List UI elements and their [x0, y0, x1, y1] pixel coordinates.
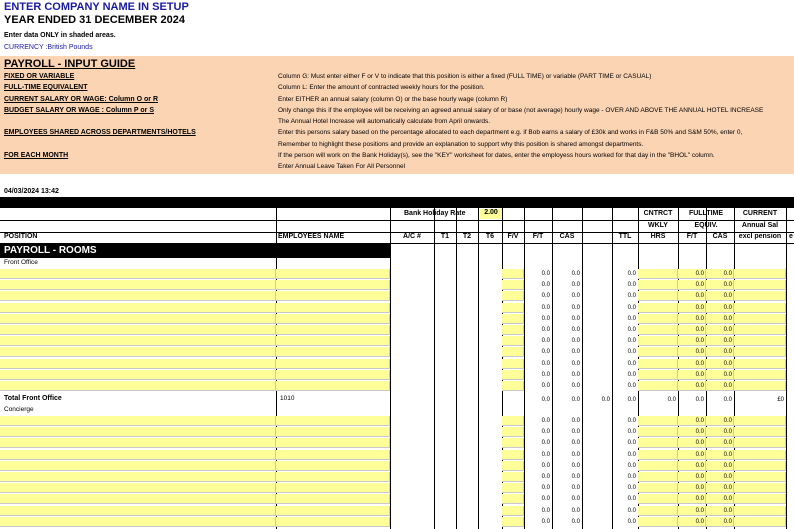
calculated-value: 0.0 — [627, 418, 636, 424]
calculated-value: 0.0 — [571, 293, 580, 300]
calculated-value: 0.0 — [695, 462, 704, 469]
table-row — [0, 494, 794, 504]
input-cell[interactable] — [638, 450, 678, 460]
calculated-value: 0.0 — [571, 462, 580, 469]
calculated-value: 0.0 — [627, 304, 636, 311]
table-row — [0, 427, 794, 437]
calculated-value: 0.0 — [723, 429, 732, 436]
fulltime-header: EQUIV. — [694, 222, 718, 229]
calculated-value: 0.0 — [571, 315, 580, 322]
table-row — [0, 483, 794, 493]
input-cell[interactable] — [638, 303, 678, 313]
calculated-value: 0.0 — [627, 327, 636, 333]
total-value: 0.0 — [571, 397, 580, 403]
calculated-value: 0.0 — [541, 418, 550, 424]
year-ended: YEAR ENDED 31 DECEMBER 2024 — [4, 14, 185, 26]
calculated-value: 0.0 — [541, 451, 550, 458]
calculated-value: 0.0 — [695, 440, 704, 447]
table-row — [0, 303, 794, 313]
calculated-value: 0.0 — [627, 371, 636, 378]
calculated-value: 0.0 — [723, 474, 732, 480]
current-salary-header: excl pension — [738, 233, 782, 240]
calculated-value: 0.0 — [723, 418, 732, 424]
calculated-value: 0.0 — [695, 418, 704, 424]
table-row — [0, 325, 794, 335]
t2-header: T2 — [462, 233, 472, 240]
input-cell[interactable] — [502, 359, 524, 369]
input-cell[interactable] — [638, 291, 678, 301]
calculated-value: 0.0 — [541, 327, 550, 333]
calculated-value: 0.0 — [695, 304, 704, 311]
bank-holiday-rate-input[interactable]: 2.00 — [480, 209, 502, 219]
calculated-value: 0.0 — [541, 462, 550, 469]
calculated-value: 0.0 — [723, 271, 732, 277]
input-cell[interactable] — [734, 336, 786, 346]
header-divider-bar — [0, 197, 794, 208]
cntrct-header: CNTRCT — [643, 210, 673, 217]
calculated-value: 0.0 — [695, 496, 704, 503]
calculated-value: 0.0 — [723, 462, 732, 469]
input-cell[interactable] — [276, 381, 390, 391]
calculated-value: 0.0 — [571, 496, 580, 503]
total-value: 0.0 — [541, 397, 550, 403]
calculated-value: 0.0 — [723, 282, 732, 289]
guide-label-budget-salary: BUDGET SALARY OR WAGE : Column P or S — [4, 107, 154, 114]
calculated-value: 0.0 — [571, 507, 580, 514]
input-cell[interactable] — [0, 336, 276, 346]
section-title: PAYROLL - ROOMS — [4, 245, 97, 256]
calculated-value: 0.0 — [571, 418, 580, 424]
calculated-value: 0.0 — [695, 327, 704, 333]
input-cell[interactable] — [734, 438, 786, 448]
input-cell[interactable] — [0, 494, 276, 504]
input-cell[interactable] — [276, 450, 390, 460]
calculated-value: 0.0 — [723, 338, 732, 345]
table-row — [0, 314, 794, 324]
calculated-value: 0.0 — [541, 440, 550, 447]
input-cell[interactable] — [276, 269, 390, 279]
calculated-value: 0.0 — [723, 496, 732, 503]
calculated-value: 0.0 — [695, 383, 704, 389]
calculated-value: 0.0 — [541, 293, 550, 300]
guide-label-fte: FULL-TIME EQUIVALENT — [4, 84, 88, 91]
input-cell[interactable] — [734, 472, 786, 482]
calculated-value: 0.0 — [695, 451, 704, 458]
input-cell[interactable] — [502, 506, 524, 516]
input-cell[interactable] — [638, 280, 678, 290]
calculated-value: 0.0 — [571, 429, 580, 436]
input-cell[interactable] — [638, 325, 678, 335]
calculated-value: 0.0 — [627, 271, 636, 277]
calculated-value: 0.0 — [541, 429, 550, 436]
input-guide-title: PAYROLL - INPUT GUIDE — [4, 58, 136, 70]
calculated-value: 0.0 — [541, 485, 550, 492]
table-row — [0, 280, 794, 290]
table-row — [0, 416, 794, 426]
calculated-value: 0.0 — [541, 371, 550, 378]
calculated-value: 0.0 — [571, 349, 580, 356]
input-cell[interactable] — [276, 517, 390, 527]
calculated-value: 0.0 — [695, 474, 704, 480]
calculated-value: 0.0 — [695, 360, 704, 367]
fte-cas-header: CAS — [712, 233, 728, 240]
calculated-value: 0.0 — [571, 371, 580, 378]
guide-line: If the person will work on the Bank Holiday(s), see the "KEY" worksheet for dates, enter the employess hours worked for that day in the "BHOL" column. — [278, 152, 715, 159]
input-cell[interactable] — [276, 291, 390, 301]
calculated-value: 0.0 — [571, 518, 580, 525]
calculated-value: 0.0 — [627, 451, 636, 458]
calculated-value: 0.0 — [695, 371, 704, 378]
input-cell[interactable] — [638, 370, 678, 380]
input-cell[interactable] — [502, 494, 524, 504]
total-value: 0.0 — [667, 397, 676, 403]
input-cell[interactable] — [502, 291, 524, 301]
input-cell[interactable] — [638, 483, 678, 493]
input-cell[interactable] — [0, 416, 276, 426]
calculated-value: 0.0 — [695, 518, 704, 525]
calculated-value: 0.0 — [541, 338, 550, 345]
input-cell[interactable] — [0, 472, 276, 482]
total-value: 0.0 — [601, 397, 610, 403]
guide-line: The Annual Hotel Increase will automatically calculate from April onwards. — [278, 118, 491, 125]
calculated-value: 0.0 — [571, 327, 580, 333]
calculated-value: 0.0 — [541, 518, 550, 525]
calculated-value: 0.0 — [695, 429, 704, 436]
calculated-value: 0.0 — [695, 338, 704, 345]
table-row — [0, 517, 794, 527]
calculated-value: 0.0 — [723, 485, 732, 492]
calculated-value: 0.0 — [627, 349, 636, 356]
enter-note: Enter data ONLY in shaded areas. — [4, 32, 116, 39]
calculated-value: 0.0 — [627, 462, 636, 469]
input-cell[interactable] — [734, 381, 786, 391]
calculated-value: 0.0 — [627, 474, 636, 480]
input-cell[interactable] — [0, 483, 276, 493]
input-cell[interactable] — [638, 359, 678, 369]
input-cell[interactable] — [0, 280, 276, 290]
calculated-value: 0.0 — [723, 293, 732, 300]
calculated-value: 0.0 — [723, 304, 732, 311]
input-cell[interactable] — [734, 347, 786, 357]
table-row — [0, 381, 794, 391]
calculated-value: 0.0 — [723, 371, 732, 378]
currency-label: CURRENCY :British Pounds — [4, 44, 93, 51]
ft-header: F/T — [532, 233, 544, 240]
t6-header: T6 — [485, 233, 495, 240]
input-cell[interactable] — [734, 314, 786, 324]
calculated-value: 0.0 — [627, 338, 636, 345]
calculated-value: 0.0 — [627, 315, 636, 322]
calculated-value: 0.0 — [723, 360, 732, 367]
input-cell[interactable] — [734, 303, 786, 313]
calculated-value: 0.0 — [571, 474, 580, 480]
input-cell[interactable] — [502, 280, 524, 290]
calculated-value: 0.0 — [723, 349, 732, 356]
input-cell[interactable] — [638, 472, 678, 482]
calculated-value: 0.0 — [627, 383, 636, 389]
calculated-value: 0.0 — [627, 440, 636, 447]
calculated-value: 0.0 — [627, 507, 636, 514]
table-row — [0, 461, 794, 471]
input-cell[interactable] — [0, 359, 276, 369]
input-cell[interactable] — [638, 461, 678, 471]
table-row — [0, 438, 794, 448]
input-cell[interactable] — [638, 336, 678, 346]
input-cell[interactable] — [638, 494, 678, 504]
calculated-value: 0.0 — [723, 518, 732, 525]
calculated-value: 0.0 — [627, 293, 636, 300]
input-cell[interactable] — [502, 314, 524, 324]
input-cell[interactable] — [276, 359, 390, 369]
input-cell[interactable] — [734, 517, 786, 527]
table-row — [0, 291, 794, 301]
calculated-value: 0.0 — [695, 485, 704, 492]
input-cell[interactable] — [0, 381, 276, 391]
calculated-value: 0.0 — [541, 474, 550, 480]
input-cell[interactable] — [502, 381, 524, 391]
input-cell[interactable] — [734, 291, 786, 301]
input-cell[interactable] — [276, 416, 390, 426]
input-cell[interactable] — [0, 450, 276, 460]
calculated-value: 0.0 — [571, 360, 580, 367]
input-cell[interactable] — [0, 325, 276, 335]
input-cell[interactable] — [502, 336, 524, 346]
ttl-header: TTL — [618, 233, 632, 240]
calculated-value: 0.0 — [541, 507, 550, 514]
cntrct-header: WKLY — [648, 222, 668, 229]
calculated-value: 0.0 — [627, 282, 636, 289]
calculated-value: 0.0 — [723, 383, 732, 389]
calculated-value: 0.0 — [541, 282, 550, 289]
calculated-value: 0.0 — [571, 271, 580, 277]
input-cell[interactable] — [502, 461, 524, 471]
input-cell[interactable] — [638, 347, 678, 357]
extra-column-header: e — [789, 233, 793, 240]
guide-label-fixed-variable: FIXED OR VARIABLE — [4, 73, 75, 80]
input-cell[interactable] — [276, 325, 390, 335]
employees-name-header: EMPLOYEES NAME — [278, 233, 345, 240]
input-cell[interactable] — [734, 269, 786, 279]
cntrct-header: HRS — [650, 233, 666, 240]
fulltime-header: FULLTIME — [688, 210, 724, 217]
calculated-value: 0.0 — [541, 315, 550, 322]
subsection-concierge: Concierge — [4, 406, 34, 413]
total-front-office-label: Total Front Office — [4, 395, 62, 402]
table-row — [0, 269, 794, 279]
input-cell[interactable] — [276, 336, 390, 346]
input-cell[interactable] — [734, 370, 786, 380]
guide-line: Column L: Enter the amount of contracted weekly hours for the position. — [278, 84, 485, 91]
guide-label-each-month: FOR EACH MONTH — [4, 152, 69, 159]
guide-line: Enter this persons salary based on the percentage allocated to each department e.g. if Bob earns a salary of £30k and works in F&B 50% and S&M 50%, enter 0, — [278, 129, 743, 136]
bank-holiday-label: Bank Holiday Rate — [404, 210, 466, 217]
input-cell[interactable] — [638, 506, 678, 516]
calculated-value: 0.0 — [695, 349, 704, 356]
input-cell[interactable] — [734, 325, 786, 335]
input-cell[interactable] — [734, 461, 786, 471]
input-cell[interactable] — [638, 427, 678, 437]
calculated-value: 0.0 — [723, 327, 732, 333]
input-cell[interactable] — [502, 483, 524, 493]
guide-line: Remember to highlight these positions and provide an explanation to support why this position is shared amongst departments. — [278, 141, 644, 148]
company-name: ENTER COMPANY NAME IN SETUP — [4, 1, 189, 13]
calculated-value: 0.0 — [571, 383, 580, 389]
input-cell[interactable] — [734, 506, 786, 516]
calculated-value: 0.0 — [695, 507, 704, 514]
calculated-value: 0.0 — [541, 496, 550, 503]
input-cell[interactable] — [276, 303, 390, 313]
ac-header: A/C # — [403, 233, 421, 240]
calculated-value: 0.0 — [541, 360, 550, 367]
input-cell[interactable] — [734, 359, 786, 369]
calculated-value: 0.0 — [723, 315, 732, 322]
input-cell[interactable] — [502, 325, 524, 335]
guide-line: Enter Annual Leave Taken For All Personnel — [278, 163, 406, 170]
input-cell[interactable] — [0, 461, 276, 471]
calculated-value: 0.0 — [571, 304, 580, 311]
subsection-front-office: Front Office — [4, 259, 38, 266]
input-cell[interactable] — [638, 438, 678, 448]
input-cell[interactable] — [276, 506, 390, 516]
calculated-value: 0.0 — [541, 304, 550, 311]
calculated-value: 0.0 — [627, 496, 636, 503]
input-cell[interactable] — [638, 314, 678, 324]
input-cell[interactable] — [502, 427, 524, 437]
input-cell[interactable] — [276, 280, 390, 290]
calculated-value: 0.0 — [695, 315, 704, 322]
input-cell[interactable] — [734, 427, 786, 437]
calculated-value: 0.0 — [571, 485, 580, 492]
calculated-value: 0.0 — [627, 429, 636, 436]
table-row — [0, 450, 794, 460]
input-cell[interactable] — [0, 517, 276, 527]
input-cell[interactable] — [502, 517, 524, 527]
input-cell[interactable] — [502, 450, 524, 460]
calculated-value: 0.0 — [723, 451, 732, 458]
input-cell[interactable] — [734, 280, 786, 290]
guide-line: Enter EITHER an annual salary (column O) or the base hourly wage (column R) — [278, 96, 508, 103]
calculated-value: 0.0 — [627, 485, 636, 492]
input-cell[interactable] — [502, 370, 524, 380]
guide-line: Column G: Must enter either F or V to indicate that this position is either a fixed (FULL TIME) or variable (PART TIME or CASUAL) — [278, 73, 652, 80]
input-cell[interactable] — [276, 494, 390, 504]
input-cell[interactable] — [0, 427, 276, 437]
calculated-value: 0.0 — [695, 282, 704, 289]
table-row — [0, 370, 794, 380]
input-cell[interactable] — [502, 438, 524, 448]
input-cell[interactable] — [0, 303, 276, 313]
input-cell[interactable] — [276, 347, 390, 357]
total-value: 0.0 — [723, 397, 732, 403]
total-value: 0.0 — [695, 397, 704, 403]
calculated-value: 0.0 — [695, 293, 704, 300]
guide-label-current-salary: CURRENT SALARY OR WAGE: Column O or R — [4, 96, 158, 103]
input-cell[interactable] — [638, 381, 678, 391]
position-header: POSITION — [4, 233, 38, 240]
calculated-value: 0.0 — [695, 271, 704, 277]
timestamp: 04/03/2024 13:42 — [4, 188, 59, 195]
input-cell[interactable] — [276, 427, 390, 437]
total-value: £0 — [777, 397, 784, 403]
input-cell[interactable] — [638, 269, 678, 279]
calculated-value: 0.0 — [627, 360, 636, 367]
cas-header: CAS — [559, 233, 575, 240]
calculated-value: 0.0 — [723, 507, 732, 514]
calculated-value: 0.0 — [571, 282, 580, 289]
input-cell[interactable] — [502, 416, 524, 426]
input-cell[interactable] — [0, 347, 276, 357]
input-cell[interactable] — [0, 291, 276, 301]
fte-ft-header: F/T — [686, 233, 698, 240]
input-cell[interactable] — [0, 506, 276, 516]
input-cell[interactable] — [0, 438, 276, 448]
calculated-value: 0.0 — [571, 440, 580, 447]
fv-header: F/V — [507, 233, 519, 240]
input-cell[interactable] — [276, 461, 390, 471]
calculated-value: 0.0 — [627, 518, 636, 525]
input-cell[interactable] — [734, 450, 786, 460]
total-value: 0.0 — [627, 397, 636, 403]
input-cell[interactable] — [734, 483, 786, 493]
input-cell[interactable] — [276, 370, 390, 380]
input-cell[interactable] — [0, 269, 276, 279]
table-row — [0, 359, 794, 369]
t1-header: T1 — [440, 233, 450, 240]
input-cell[interactable] — [734, 416, 786, 426]
table-row — [0, 347, 794, 357]
calculated-value: 0.0 — [541, 383, 550, 389]
current-salary-header: Annual Sal — [741, 222, 779, 229]
input-cell[interactable] — [276, 472, 390, 482]
input-cell[interactable] — [502, 269, 524, 279]
calculated-value: 0.0 — [571, 451, 580, 458]
input-cell[interactable] — [276, 438, 390, 448]
table-row — [0, 506, 794, 516]
input-cell[interactable] — [638, 416, 678, 426]
input-cell[interactable] — [276, 483, 390, 493]
total-account-number: 1010 — [280, 395, 295, 402]
input-cell[interactable] — [276, 314, 390, 324]
input-cell[interactable] — [638, 517, 678, 527]
input-cell[interactable] — [502, 303, 524, 313]
calculated-value: 0.0 — [571, 338, 580, 345]
input-cell[interactable] — [734, 494, 786, 504]
calculated-value: 0.0 — [541, 271, 550, 277]
guide-line: Only change this if the employee will be receiving an agreed annual salary of or base (not average) hourly wage - OVER AND ABOVE THE ANNUAL HOTEL INCREASE — [278, 107, 764, 114]
table-row — [0, 472, 794, 482]
guide-label-shared: EMPLOYEES SHARED ACROSS DEPARTMENTS/HOTELS — [4, 129, 196, 136]
calculated-value: 0.0 — [723, 440, 732, 447]
input-cell[interactable] — [502, 472, 524, 482]
table-row — [0, 336, 794, 346]
input-cell[interactable] — [0, 370, 276, 380]
input-cell[interactable] — [502, 347, 524, 357]
calculated-value: 0.0 — [541, 349, 550, 356]
input-cell[interactable] — [0, 314, 276, 324]
current-salary-header: CURRENT — [742, 210, 778, 217]
